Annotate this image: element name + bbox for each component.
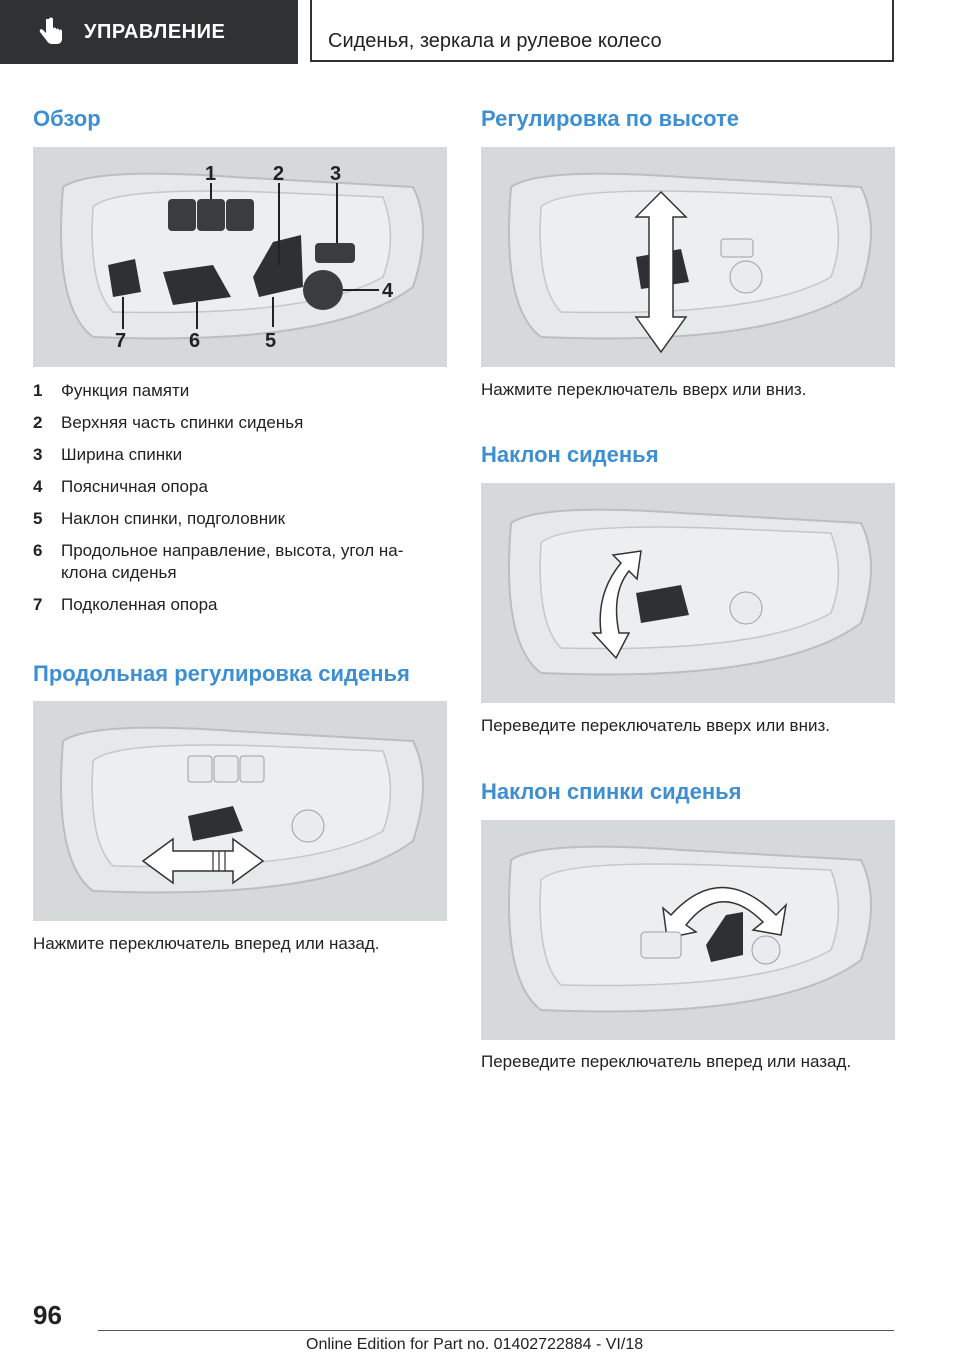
legend-item: 5 Наклон спинки, подголовник bbox=[33, 509, 286, 528]
seat-tilt-caption: Переведите переключатель вверх или вниз. bbox=[481, 716, 830, 735]
seat-tilt-figure bbox=[481, 483, 895, 703]
overview-heading: Обзор bbox=[33, 106, 101, 131]
seat-controls-illustration bbox=[33, 147, 447, 367]
legend-item: 2 Верхняя часть спинки сиденья bbox=[33, 413, 304, 432]
overview-figure bbox=[33, 147, 447, 367]
callout-5: 5 bbox=[265, 330, 277, 352]
callout-2: 2 bbox=[273, 163, 285, 185]
section-title: УПРАВЛЕНИЕ bbox=[84, 20, 226, 43]
legend-item: 1 Функция памяти bbox=[33, 381, 190, 400]
legend-item: 7 Подколенная опора bbox=[33, 595, 218, 614]
callout-1: 1 bbox=[205, 163, 217, 185]
callout-3: 3 bbox=[330, 163, 342, 185]
seat-tilt-heading: Наклон сиденья bbox=[481, 442, 659, 467]
legend-item: 6 Продольное направление, высота, угол на-клона сиденья bbox=[33, 541, 404, 582]
seat-up-down-illustration bbox=[481, 147, 895, 367]
height-heading: Регулировка по высоте bbox=[481, 106, 740, 131]
page-number: 96 bbox=[33, 1300, 62, 1330]
hand-pointer-icon bbox=[38, 17, 64, 47]
backrest-tilt-illustration bbox=[481, 820, 895, 1040]
backrest-tilt-caption: Переведите переключатель вперед или назад. bbox=[481, 1052, 852, 1071]
chapter-title: Сиденья, зеркала и рулевое колесо bbox=[328, 30, 662, 52]
callout-4: 4 bbox=[382, 280, 394, 302]
legend-item: 4 Поясничная опора bbox=[33, 477, 208, 496]
section-tab bbox=[0, 0, 298, 64]
chapter-box bbox=[310, 0, 894, 62]
longitudinal-figure bbox=[33, 701, 447, 921]
backrest-tilt-figure bbox=[481, 820, 895, 1040]
callout-6: 6 bbox=[189, 330, 201, 352]
seat-tilt-illustration bbox=[481, 483, 895, 703]
overview-legend bbox=[33, 380, 447, 626]
footer-edition: Online Edition for Part no. 01402722884 - VI/18 bbox=[306, 1336, 644, 1353]
longitudinal-heading: Продольная регулировка сиденья bbox=[33, 661, 410, 686]
legend-item: 3 Ширина спинки bbox=[33, 445, 183, 464]
height-caption: Нажмите переключатель вверх или вниз. bbox=[481, 380, 807, 399]
callout-7: 7 bbox=[115, 330, 127, 352]
seat-forward-back-illustration bbox=[33, 701, 447, 921]
footer-divider bbox=[98, 1330, 894, 1331]
height-figure bbox=[481, 147, 895, 367]
backrest-tilt-heading: Наклон спинки сиденья bbox=[481, 779, 742, 804]
longitudinal-caption: Нажмите переключатель вперед или назад. bbox=[33, 934, 380, 953]
